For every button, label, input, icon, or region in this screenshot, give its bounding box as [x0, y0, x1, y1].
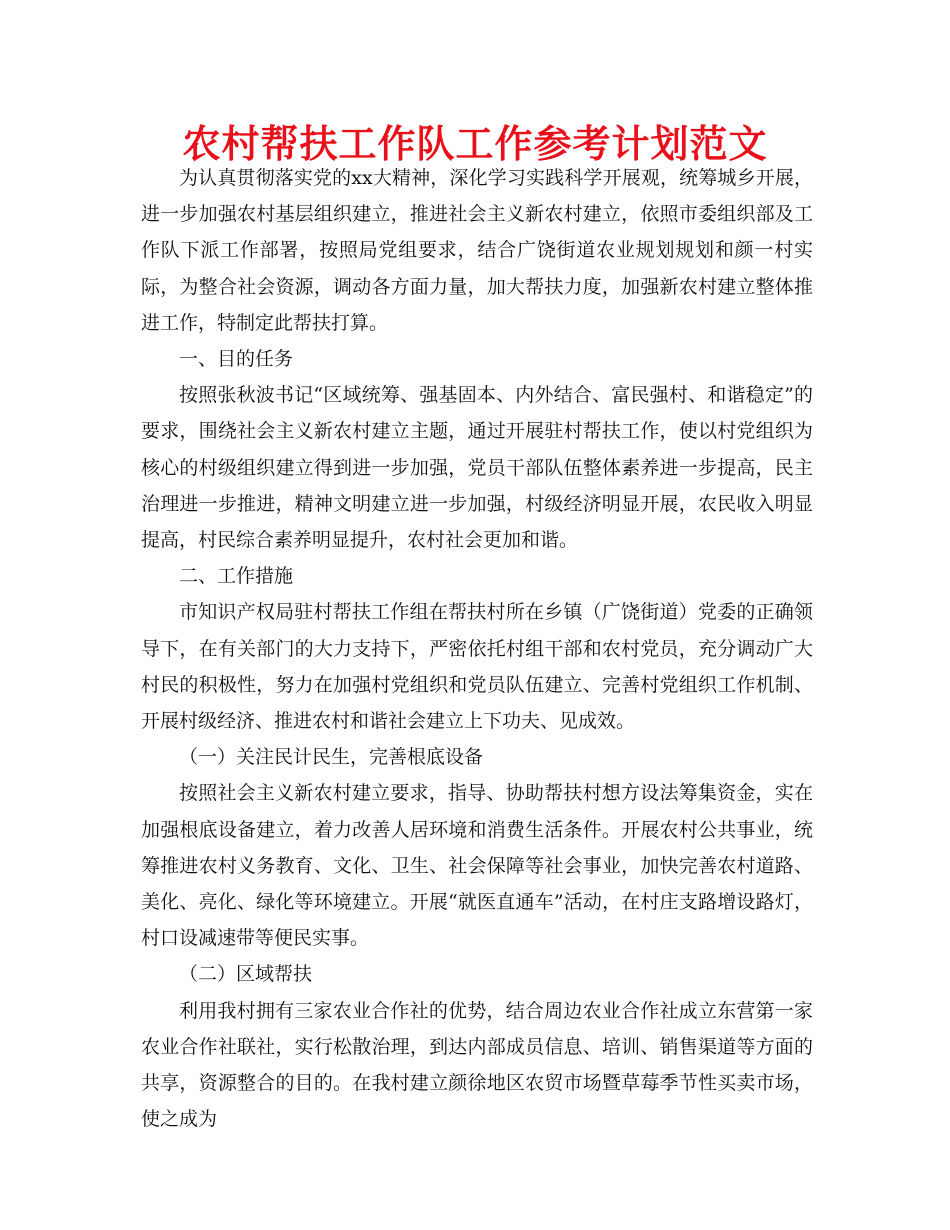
paragraph-objectives: 按照张秋波书记“区域统筹、强基固本、内外结合、富民强村、和谐稳定”的要求，围绕社会主义新农村建立主题，通过开展驻村帮扶工作，使以村党组织为核心的村级组织建立得到进一步加强，党员干部队伍整体素养进一步提高，民主治理进一步推进，精神文明建立进一步加强，村级经济明显开展，农民收入明显提高，村民综合素养明显提升，农村社会更加和谐。 [141, 384, 813, 552]
paragraph-regional: 利用我村拥有三家农业合作社的优势，结合周边农业合作社成立东营第一家农业合作社联社，实行松散治理，到达内部成员信息、培训、销售渠道等方面的共享，资源整合的目的。在我村建立颜徐地区农贸市场暨草莓季节性买卖市场，使之成为 [141, 999, 813, 1131]
paragraph-intro: 为认真贯彻落实党的xx大精神，深化学习实践科学开展观，统筹城乡开展，进一步加强农村基层组织建立，推进社会主义新农村建立，依照市委组织部及工作队下派工作部署，按照局党组要求，结合广饶街道农业规划规划和颜一村实际，为整合社会资源，调动各方面力量，加大帮扶力度，加强新农村建立整体推进工作，特制定此帮扶打算。 [141, 167, 813, 334]
paragraph-livelihood: 按照社会主义新农村建立要求，指导、协助帮扶村想方设法筹集资金，实在加强根底设备建立，着力改善人居环境和消费生活条件。开展农村公共事业，统筹推进农村义务教育、文化、卫生、社会保障等社会事业，加快完善农村道路、美化、亮化、绿化等环境建立。开展“就医直通车”活动，在村庄支路增设路灯，村口设减速带等便民实事。 [141, 782, 813, 950]
document-body [141, 160, 813, 1137]
subsection-heading-regional: （二）区域帮扶 [179, 963, 313, 986]
document-title: 农村帮扶工作队工作参考计划范文 [182, 122, 768, 166]
paragraph-measures: 市知识产权局驻村帮扶工作组在帮扶村所在乡镇（广饶街道）党委的正确领导下，在有关部门的大力支持下，严密依托村组干部和农村党员，充分调动广大村民的积极性，努力在加强村党组织和党员队伍建立、完善村党组织工作机制、开展村级经济、推进农村和谐社会建立上下功夫、见成效。 [141, 601, 813, 733]
section-heading-objectives: 一、目的任务 [179, 348, 294, 371]
section-heading-measures: 二、工作措施 [179, 565, 294, 588]
subsection-heading-livelihood: （一）关注民计民生，完善根底设备 [179, 746, 484, 769]
